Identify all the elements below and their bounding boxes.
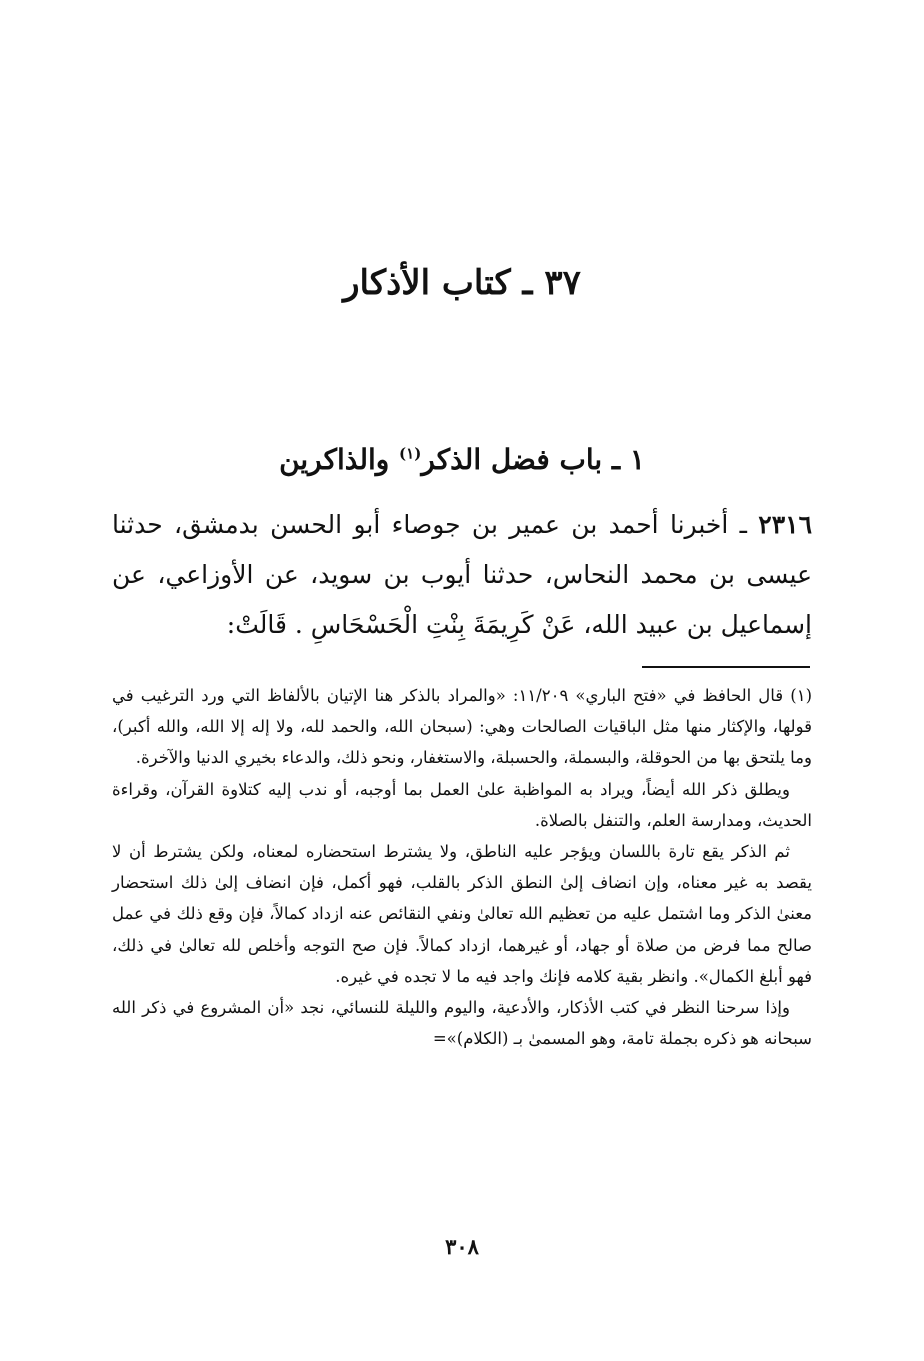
chapter-title-suffix: والذاكرين bbox=[279, 443, 400, 476]
hadith-body: ـ أخبرنا أحمد بن عمير بن جوصاء أبو الحسن بدمشق، حدثنا عيسى بن محمد النحاس، حدثنا أيوب بن سويد، عن الأوزاعي، عن إسماعيل بن عبيد الله، عَنْ كَرِيمَةَ بِنْتِ الْحَسْحَاسِ . قَالَتْ: bbox=[112, 510, 812, 639]
footnote-paragraph: ويطلق ذكر الله أيضاً، ويراد به المواظبة علىٰ العمل بما أوجبه، أو ندب إليه كتلاوة القرآن، وقراءة الحديث، ومدارسة العلم، والتنفل بالصلاة. bbox=[112, 779, 812, 830]
hadith-text bbox=[112, 500, 812, 650]
footnote-paragraph: وإذا سرحنا النظر في كتب الأذكار، والأدعية، واليوم والليلة للنسائي، نجد «أن المشروع في ذكر الله سبحانه هو ذكره بجملة تامة، وهو المسمىٰ بـ (الكلام)»= bbox=[112, 998, 812, 1049]
footnote-marker: (١) bbox=[399, 444, 422, 463]
hadith-paragraph bbox=[112, 500, 812, 650]
footnotes bbox=[112, 680, 812, 1054]
page-number: ٣٠٨ bbox=[445, 1234, 479, 1259]
book-title: ٣٧ ـ كتاب الأذكار bbox=[343, 263, 581, 303]
chapter-title-text: ١ ـ باب فضل الذكر bbox=[421, 443, 645, 476]
chapter-title bbox=[0, 438, 924, 482]
footnote-separator bbox=[642, 666, 810, 668]
footnote-paragraph: ثم الذكر يقع تارة باللسان ويؤجر عليه الناطق، ولا يشترط استحضاره لمعناه، ولكن يشترط أن لا يقصد به غير معناه، وإن انضاف إلىٰ النطق الذكر بالقلب، فهو أكمل، فإن انضاف إلىٰ ذلك استحضار معنىٰ الذكر وما اشتمل عليه من تعظيم الله تعالىٰ ونفي النقائص عنه ازداد كمالاً، فإن وقع ذلك في عمل صالح مما فرض من صلاة أو جهاد، أو غيرهما، ازداد كمالاً. فإن صح التوجه وأخلص لله تعالىٰ في ذلك، فهو أبلغ الكمال». وانظر بقية كلامه فإنك واجد فيه ما لا تجده في غيره. bbox=[112, 842, 812, 986]
footnote-paragraph: (١) قال الحافظ في «فتح الباري» ١١/٢٠٩: «والمراد بالذكر هنا الإتيان بالألفاظ التي ورد الترغيب في قولها، والإكثار منها مثل الباقيات الصالحات وهي: (سبحان الله، والحمد لله، ولا إله إلا الله، والله أكبر)، وما يلتحق بها من الحوقلة، والبسملة، والحسبلة، والاستغفار، ونحو ذلك، والدعاء بخيري الدنيا والآخرة. bbox=[112, 686, 812, 768]
hadith-number: ٢٣١٦ bbox=[758, 510, 812, 539]
